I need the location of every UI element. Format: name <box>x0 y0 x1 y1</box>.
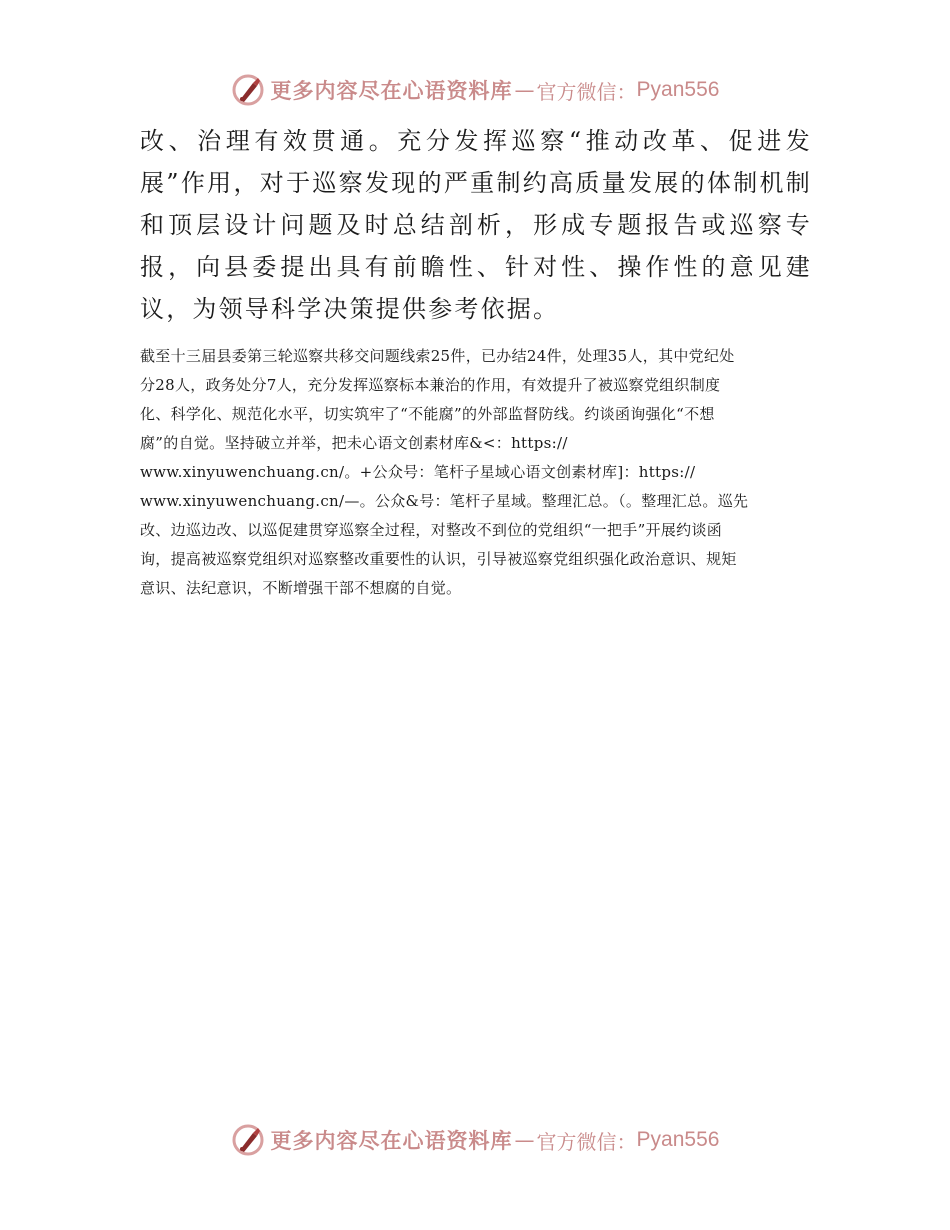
paragraph-line: 截至十三届县委第三轮巡察共移交问题线索25件，已办结24件，处理35人，其中党纪处 <box>140 347 735 365</box>
quill-logo-icon <box>231 73 265 107</box>
paragraph-line: 化、科学化、规范化水平，切实筑牢了“不能腐”的外部监督防线。约谈函询强化“不想 <box>140 405 715 423</box>
paragraph-line: www.xinyuwenchuang.cn/。+公众号：笔杆子星域心语文创素材库]：https:// <box>140 463 696 481</box>
paragraph-line: 改、边巡边改、以巡促建贯穿巡察全过程，对整改不到位的党组织“一把手”开展约谈函 <box>140 521 723 539</box>
body-paragraph-small <box>140 342 810 603</box>
paragraph-line: 询，提高被巡察党组织对巡察整改重要性的认识，引导被巡察党组织强化政治意识、规矩 <box>140 550 737 568</box>
paragraph-line: www.xinyuwenchuang.cn/—。公众&号：笔杆子星域。整理汇总。（。整理汇总。巡先 <box>140 492 749 510</box>
banner-wechat-label: 官方微信： <box>536 79 637 104</box>
paragraph-line: 分28人，政务处分7人，充分发挥巡察标本兼治的作用，有效提升了被巡察党组织制度 <box>140 376 721 394</box>
banner-separator: — <box>514 1128 535 1152</box>
header-banner <box>0 70 950 110</box>
paragraph-line: 意识、法纪意识，不断增强干部不想腐的自觉。 <box>140 579 462 597</box>
footer-banner <box>0 1120 950 1160</box>
banner-brand-text: 更多内容尽在心语资料库 <box>270 79 513 103</box>
banner-brand-text: 更多内容尽在心语资料库 <box>270 1129 513 1153</box>
banner-wechat-id: Pyan556 <box>636 1128 720 1151</box>
paragraph-line: 腐”的自觉。坚持破立并举，把未心语文创素材库&<：https:// <box>140 434 568 452</box>
banner-separator: — <box>514 78 535 102</box>
banner-wechat-label: 官方微信： <box>536 1129 637 1154</box>
quill-logo-icon <box>231 1123 265 1157</box>
body-paragraph-large: 改、治理有效贯通。充分发挥巡察“推动改革、促进发展”作用，对于巡察发现的严重制约高质量发展的体制机制和顶层设计问题及时总结剖析，形成专题报告或巡察专报，向县委提出具有前瞻性、针对性、操作性的意见建议，为领导科学决策提供参考依据。 <box>140 127 812 323</box>
banner-wechat-id: Pyan556 <box>636 78 720 101</box>
